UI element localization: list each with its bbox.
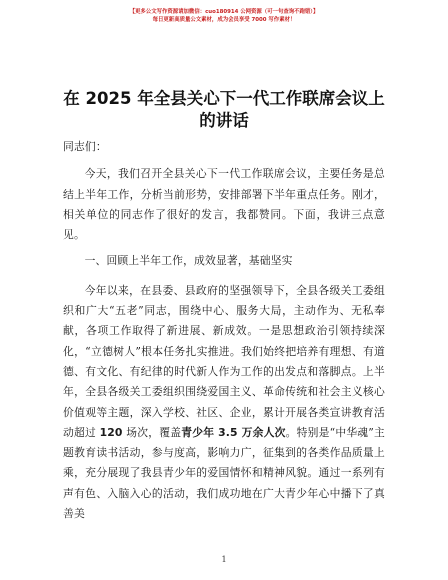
promo-banner-line-1: 【更多公文写作资源请加微信：cuo180914 公网资源（可一句查询不跑错）】: [129, 9, 319, 15]
promo-banner: [0, 8, 448, 24]
greeting: 同志们：: [63, 140, 107, 153]
youth-coverage: 青少年 3.5 万余人次: [181, 425, 286, 439]
section-heading-1: 一、回顾上半年工作，成效显著，基础坚实: [84, 254, 293, 268]
paragraph-intro: 今天，我们召开全县关心下一代工作联席会议，主要任务是总结上半年工作，分析当前形势，安排部署下半年重点任务。刚才，相关单位的同志作了很好的发言，我都赞同。下面，我讲三点意见。: [63, 167, 385, 242]
paragraph-review-part-1: 今年以来，在县委、县政府的坚强领导下，全县各级关工委组织和广大“五老”同志，围绕中心、服务大局，主动作为、无私奉献，各项工作取得了新进展、新成效。一是思想政治引领持续深化，“立德树人”根本任务扎实推进。我们始终把培养有理想、有道德、有文化、有纪律的时代新人作为工作的出发点和落脚点。上半年，全县各级关工委组织围绕爱国主义、革命传统和社会主义核心价值观等主题，深入学校、社区、企业，累计开展各类宣讲教育活动超过: [63, 283, 385, 439]
document-body: [63, 137, 385, 530]
promo-banner-line-2: 每日更新高质量公文素材，成为会员享受 7000 写作素材！: [152, 17, 296, 23]
paragraph-review: [63, 281, 385, 525]
paragraph-review-part-3: 。特别是“中华魂”主题教育读书活动，参与度高，影响力广，征集到的各类作品质量上乘，充分展现了我县青少年的爱国情怀和精神风貌。通过一系列有声有色、入脑入心的活动，我们成功地在广大青少年心中播下了真善美: [63, 425, 385, 521]
page-number: 1: [221, 555, 227, 564]
paragraph-review-part-2: 场次，覆盖: [122, 425, 182, 439]
document-title: 在 2025 年全县关心下一代工作联席会议上的讲话: [63, 89, 385, 130]
activity-count: 120: [99, 425, 123, 439]
